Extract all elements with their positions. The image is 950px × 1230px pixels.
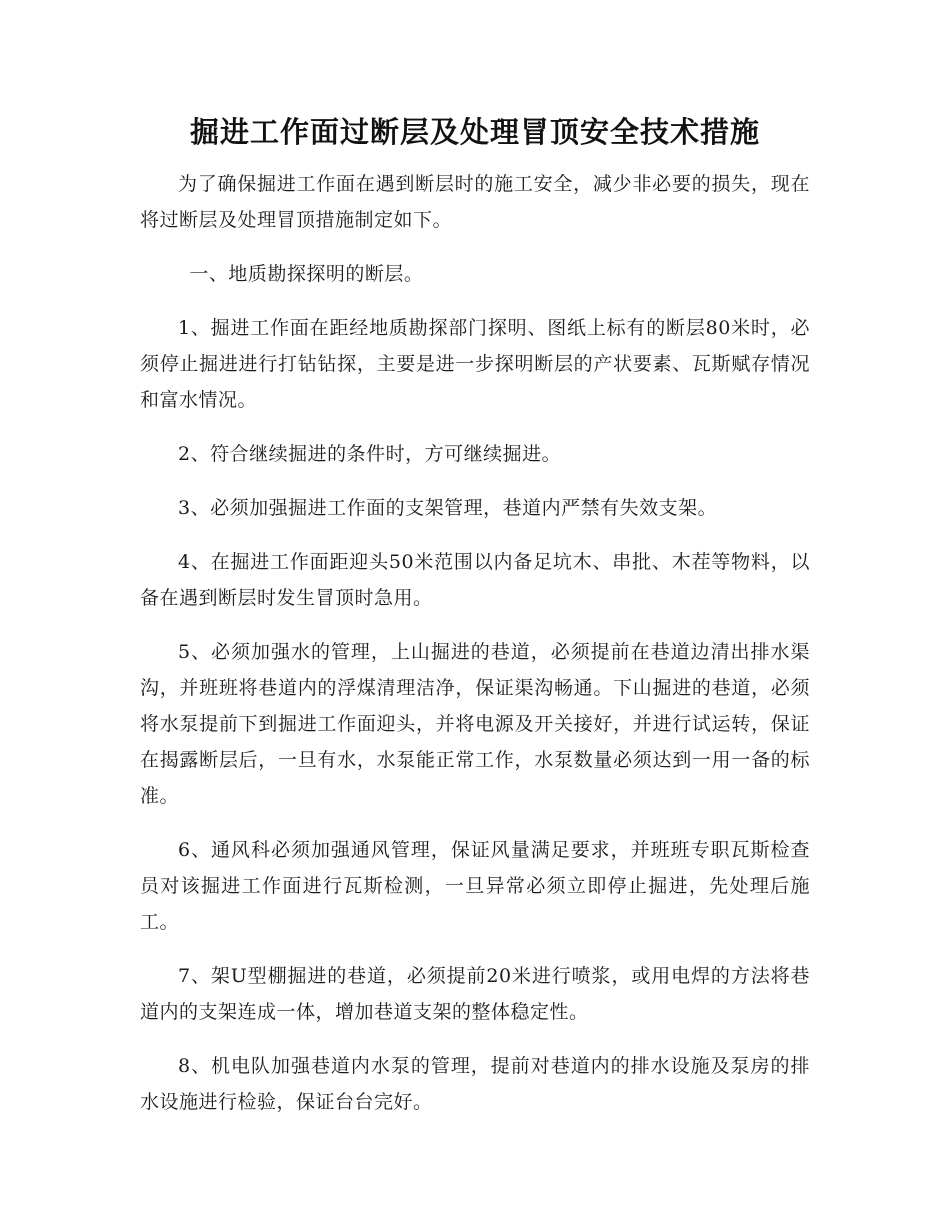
paragraph-item-5: 5、必须加强水的管理，上山掘进的巷道，必须提前在巷道边清出排水渠沟，并班班将巷道内的浮煤清理洁净，保证渠沟畅通。下山掘进的巷道，必须将水泵提前下到掘进工作面迎头，并将电源及开关接好，并进行试运转，保证在揭露断层后，一旦有水，水泵能正常工作，水泵数量必须达到一用一备的标准。 [140,641,810,807]
paragraph-item-8: 8、机电队加强巷道内水泵的管理，提前对巷道内的排水设施及泵房的排水设施进行检验，保证台台完好。 [140,1055,810,1113]
paragraph-item-3: 3、必须加强掘进工作面的支架管理，巷道内严禁有失效支架。 [178,497,718,519]
paragraph-item-6: 6、通风科必须加强通风管理，保证风量满足要求，并班班专职瓦斯检查员对该掘进工作面进行瓦斯检测，一旦异常必须立即停止掘进，先处理后施工。 [140,839,810,933]
paragraph-item-1: 1、掘进工作面在距经地质勘探部门探明、图纸上标有的断层80米时，必须停止掘进进行打钻钻探，主要是进一步探明断层的产状要素、瓦斯赋存情况和富水情况。 [140,317,810,411]
paragraph-intro: 为了确保掘进工作面在遇到断层时的施工安全，减少非必要的损失，现在将过断层及处理冒顶措施制定如下。 [140,173,810,231]
section-heading: 一、地质勘探探明的断层。 [189,263,424,285]
paragraph-item-7: 7、架U型棚掘进的巷道，必须提前20米进行喷浆，或用电焊的方法将巷道内的支架连成一体，增加巷道支架的整体稳定性。 [140,965,810,1023]
document-body [140,166,810,1138]
paragraph-item-2: 2、符合继续掘进的条件时，方可继续掘进。 [178,443,562,465]
paragraph-item-4: 4、在掘进工作面距迎头50米范围以内备足坑木、串批、木茬等物料，以备在遇到断层时发生冒顶时急用。 [140,551,810,609]
document-title: 掘进工作面过断层及处理冒顶安全技术措施 [189,115,760,149]
